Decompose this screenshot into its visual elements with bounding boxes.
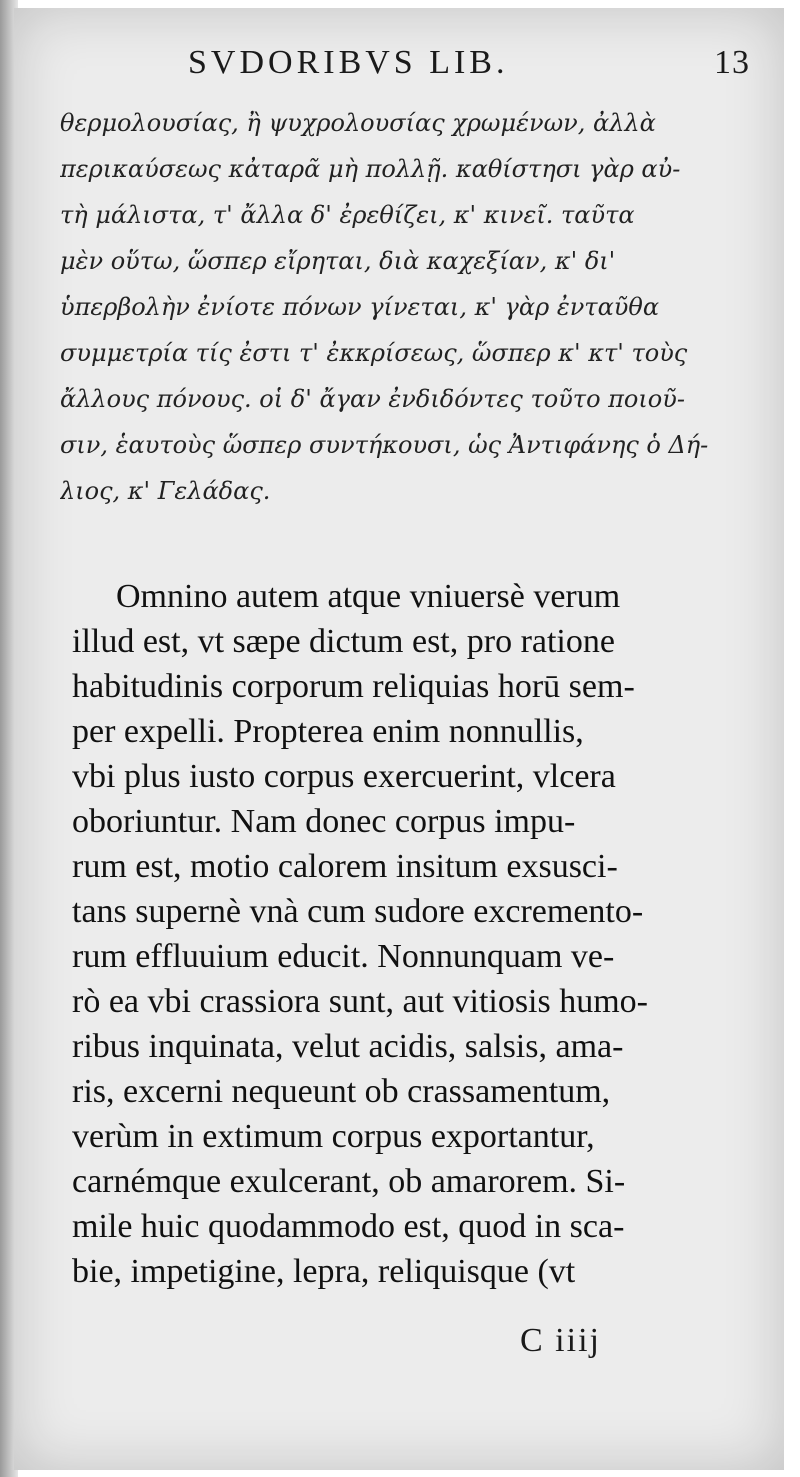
latin-line: verùm in extimum corpus exportantur,: [72, 1118, 595, 1155]
latin-line: ribus inquinata, velut acidis, salsis, ama-: [72, 1028, 624, 1065]
latin-line: mile huic quodammodo est, quod in sca-: [72, 1208, 625, 1245]
greek-line: λιος, κ' Γελάδας.: [60, 477, 271, 505]
latin-text-block: [72, 574, 744, 1294]
greek-line: ἄλλους πόνους. οἱ δ' ἄγαν ἐνδιδόντες τοῦτο ποιοῦ-: [60, 385, 685, 413]
latin-line: per expelli. Propterea enim nonnullis,: [72, 713, 584, 750]
latin-line: tans supernè vnà cum sudore excremento-: [72, 893, 644, 930]
greek-line: μὲν οὕτω, ὥσπερ εἴρηται, διὰ καχεξίαν, κ' δι': [60, 247, 616, 275]
greek-line: τὴ μάλιστα, τ' ἄλλα δ' ἐρεθίζει, κ' κινεῖ. ταῦτα: [60, 201, 635, 229]
latin-line: bie, impetigine, lepra, reliquisque (vt: [72, 1253, 576, 1290]
latin-line: illud est, vt sæpe dictum est, pro ratione: [72, 623, 615, 660]
latin-line: rum effluuium educit. Nonnunquam ve-: [72, 938, 615, 975]
greek-line: θερμολουσίας, ἢ ψυχρολουσίας χρωμένων, ἀλλὰ: [60, 109, 656, 137]
running-header: [188, 44, 750, 94]
latin-line: rum est, motio calorem insitum exsusci-: [72, 848, 618, 885]
running-title: SVDORIBVS LIB.: [188, 44, 509, 81]
latin-line: habitudinis corporum reliquias horū sem-: [72, 668, 635, 705]
greek-line: συμμετρία τίς ἐστι τ' ἐκκρίσεως, ὥσπερ κ' κτ' τοὺς: [60, 339, 688, 367]
greek-line: περικαύσεως κἀταρᾶ μὴ πολλῇ. καθίστησι γὰρ αὐ-: [60, 155, 681, 183]
greek-line: σιν, ἑαυτοὺς ὥσπερ συντήκουσι, ὡς Ἀντιφάνης ὁ Δή-: [60, 431, 709, 459]
greek-line: ὑπερβολὴν ἐνίοτε πόνων γίνεται, κ' γὰρ ἐνταῦθα: [60, 293, 660, 321]
latin-line: ris, excerni nequeunt ob crassamentum,: [72, 1073, 611, 1110]
signature-mark: C iiij: [520, 1322, 601, 1359]
page-number: 13: [714, 44, 750, 81]
latin-line: Omnino autem atque vniuersè verum: [116, 578, 621, 615]
latin-line: carnémque exulcerant, ob amarorem. Si-: [72, 1163, 626, 1200]
latin-line: rò ea vbi crassiora sunt, aut vitiosis humo-: [72, 983, 649, 1020]
greek-text-block: [60, 100, 740, 514]
latin-line: vbi plus iusto corpus exercuerint, vlcera: [72, 758, 616, 795]
latin-line: oboriuntur. Nam donec corpus impu-: [72, 803, 576, 840]
